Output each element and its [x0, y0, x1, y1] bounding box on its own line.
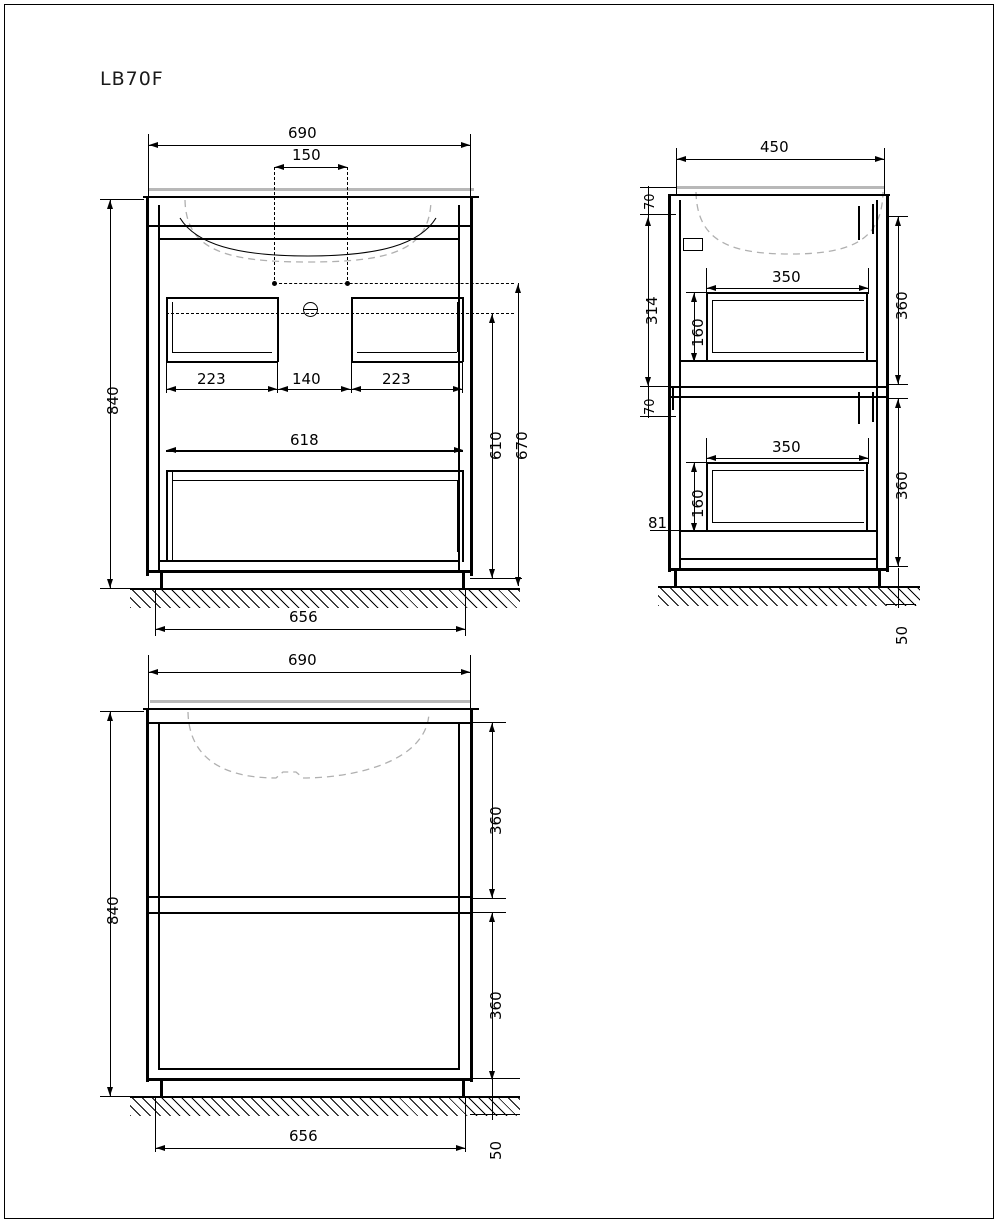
arrow-610-bottom: [489, 569, 495, 578]
dim-81: 81: [648, 514, 668, 532]
side-drawer-top-right: [866, 292, 868, 362]
leader-drawer-level: [166, 313, 514, 314]
arrow-223R-a: [352, 386, 361, 392]
drawer-right-inner-v: [457, 302, 458, 352]
dim-140: 140: [292, 370, 321, 388]
dimline-618: [166, 450, 463, 451]
arrow-150-left: [275, 164, 284, 170]
cabinet-right-edge: [470, 198, 473, 576]
drawer-right-side-b: [462, 297, 464, 362]
dim-360-lower: 360: [487, 991, 505, 1020]
arrow-150-right: [338, 164, 347, 170]
closed-ground-hatch: [130, 1096, 520, 1116]
lower-drawer-top-inner: [172, 480, 458, 481]
ext-50-side: [886, 604, 916, 605]
closed-mid-split-a: [146, 896, 471, 898]
arrow-840-top: [107, 200, 113, 209]
dim-70-top: 70: [643, 193, 658, 210]
ext-160b-a: [686, 462, 708, 463]
arrow-360c2-top: [489, 913, 495, 922]
ext-656-right: [465, 588, 466, 636]
ext-360b-a: [886, 398, 908, 399]
dimline-223-right: [351, 389, 462, 390]
dimline-690-bottom: [148, 672, 470, 673]
arrow-670-top: [515, 284, 521, 293]
side-drawer-bot-right: [866, 462, 868, 532]
ext-160b-b: [686, 530, 708, 531]
drawer-right-side-a: [351, 297, 353, 362]
dim-670: 670: [513, 431, 531, 460]
arrow-840-bottom: [107, 579, 113, 588]
dim-360-bottom-side: 360: [893, 471, 911, 500]
dimline-350-top: [706, 288, 868, 289]
cabinet-left-inner: [158, 205, 160, 570]
lower-drawer-right: [462, 470, 464, 562]
drain-center-line: [303, 309, 318, 310]
arrow-618-right: [454, 447, 463, 453]
drawer-right-top: [351, 297, 463, 299]
cabinet-top-rail: [146, 225, 471, 227]
side-drawer-bot-top: [706, 462, 868, 464]
arrow-656-right: [456, 626, 465, 632]
arrow-140-a: [279, 386, 288, 392]
dim-70-mid: 70: [643, 398, 658, 415]
ext-360c2-b: [470, 1078, 520, 1079]
dimline-150: [274, 167, 347, 168]
ext-690b-left: [148, 655, 149, 709]
side-drawer-bot-bottom: [680, 530, 876, 532]
dim-690-top: 690: [288, 124, 317, 142]
drawer-left-side-b: [277, 297, 279, 362]
dim-50-closed: 50: [487, 1140, 505, 1160]
arrow-140-b: [341, 386, 350, 392]
arrow-360t-bot: [895, 375, 901, 384]
ext-360t-b: [886, 384, 908, 385]
dimline-350-bottom: [706, 458, 868, 459]
overflow-rect-bottom: [683, 250, 703, 251]
arrow-450-left: [677, 156, 686, 162]
dim-223-right: 223: [382, 370, 411, 388]
countertop-edge: [143, 196, 479, 198]
leader-tap-level: [274, 283, 514, 284]
side-drawer-top-bottom: [680, 360, 876, 362]
dim-350-bottom: 350: [772, 438, 801, 456]
closed-foot-right: [462, 1078, 465, 1096]
dimline-450: [676, 159, 884, 160]
dim-360-upper: 360: [487, 806, 505, 835]
arrow-360c1-top: [489, 723, 495, 732]
dim-50-side: 50: [893, 625, 911, 645]
dim-350-top: 350: [772, 268, 801, 286]
ext-160t-b: [686, 360, 708, 361]
side-drawer-top-bottom-in: [712, 352, 864, 353]
arrow-656b-left: [156, 1145, 165, 1151]
dim-450: 450: [760, 138, 789, 156]
closed-countertop: [150, 700, 470, 703]
side-drawer-bot-bottom-in: [712, 522, 864, 523]
dimline-140: [277, 389, 351, 390]
arrow-450-right: [875, 156, 884, 162]
dim-314: 314: [643, 296, 661, 325]
page-title: LB70F: [100, 68, 164, 90]
centerline-tap-right: [347, 167, 348, 285]
ext-690b-right: [470, 655, 471, 709]
ext-360b-b: [886, 566, 908, 567]
countertop-line: [148, 188, 474, 191]
side-drawer-top-top: [706, 292, 868, 294]
arrow-223L-a: [167, 386, 176, 392]
dim-160-bottom: 160: [689, 489, 707, 518]
ground-hatch: [130, 588, 520, 608]
arrow-160t-top: [691, 293, 697, 302]
dim-223-left: 223: [197, 370, 226, 388]
side-foot-front: [674, 568, 677, 586]
side-drawer-bot-inner: [712, 470, 864, 471]
arrow-840b-top: [107, 712, 113, 721]
drawer-left-inner: [172, 352, 272, 353]
centerline-tap-left: [274, 167, 275, 285]
drawer-left-top: [166, 297, 278, 299]
arrow-690-left: [149, 142, 158, 148]
side-mid-divider-2: [668, 396, 888, 398]
closed-bottom-rail: [146, 1078, 471, 1081]
arrow-656-left: [156, 626, 165, 632]
ext-314-bottom: [640, 386, 676, 387]
arrow-690b-right: [461, 669, 470, 675]
ext-670-bottom: [470, 578, 522, 579]
ext-50-closed: [470, 1114, 520, 1115]
dim-610: 610: [487, 431, 505, 460]
ext-656b-right: [465, 1096, 466, 1152]
ext-360t-a: [886, 216, 908, 217]
side-back-inner: [876, 200, 878, 570]
arrow-223L-b: [268, 386, 277, 392]
cabinet-bottom-rail: [146, 570, 471, 573]
handle-top-b: [872, 204, 874, 234]
drawer-right-inner: [357, 352, 457, 353]
foot-left: [160, 570, 163, 588]
ext-350b-b: [868, 438, 869, 464]
closed-countertop-edge: [143, 708, 479, 710]
handle-bottom: [858, 392, 860, 424]
side-drawer-bot-left-in: [712, 470, 713, 522]
drawer-left-side-a: [166, 297, 168, 362]
cabinet-top-rail-inner: [158, 238, 458, 240]
arrow-618-left: [167, 447, 176, 453]
arrow-360b-bot: [895, 557, 901, 566]
lower-drawer-right-inner-v: [457, 480, 458, 552]
side-countertop: [676, 186, 884, 189]
closed-foot-left: [160, 1078, 163, 1096]
cabinet-bottom-rail-inner: [158, 560, 458, 562]
arrow-350t-a: [707, 285, 716, 291]
drawer-left-inner-v: [172, 302, 173, 352]
ext-350t-b: [868, 268, 869, 294]
side-mid-divider: [668, 386, 888, 388]
ext-223R-b: [462, 361, 463, 393]
side-drawer-top-left-in: [712, 300, 713, 352]
overflow-rect-left: [683, 238, 684, 250]
lower-drawer-top: [166, 470, 463, 472]
side-countertop-edge: [668, 194, 890, 196]
ext-840b-bottom: [100, 1096, 136, 1097]
arrow-160b-top: [691, 463, 697, 472]
arrow-610-top: [489, 314, 495, 323]
cabinet-left-edge: [146, 198, 149, 576]
handle-top: [858, 206, 860, 240]
arrow-350t-b: [859, 285, 868, 291]
dim-656-bottom: 656: [289, 1127, 318, 1145]
ext-840-bottom: [100, 588, 136, 589]
ext-450-right: [884, 148, 885, 194]
arrow-314-top: [645, 217, 651, 226]
arrow-314-bottom: [645, 377, 651, 386]
closed-top-rail: [146, 722, 471, 724]
arrow-690-right: [461, 142, 470, 148]
ext-70-mid-b: [640, 416, 676, 417]
dim-690-bottom: 690: [288, 651, 317, 669]
arrow-690b-left: [149, 669, 158, 675]
handle-bottom-b: [872, 392, 874, 422]
side-bottom-inner: [679, 558, 877, 560]
side-front-edge: [668, 196, 671, 572]
arrow-840b-bot: [107, 1087, 113, 1096]
dimline-656: [155, 629, 465, 630]
dim-160-top: 160: [689, 318, 707, 347]
ext-690-right: [470, 134, 471, 196]
drawer-left-bottom: [166, 361, 278, 363]
ext-360c1-b: [470, 898, 506, 899]
side-foot-back: [878, 568, 881, 586]
ext-160t-a: [686, 292, 708, 293]
side-drawer-top-inner: [712, 300, 864, 301]
side-front-inner: [679, 200, 681, 570]
drawer-right-bottom: [351, 361, 463, 363]
ext-70-top-a: [640, 187, 676, 188]
handle-front-mid: [672, 386, 674, 410]
dimline-223-left: [166, 389, 277, 390]
closed-mid-split-b: [146, 912, 471, 914]
dim-840-front: 840: [104, 386, 122, 415]
arrow-360t-top: [895, 217, 901, 226]
lower-drawer-left-inner-v: [172, 480, 173, 552]
arrow-360b-top: [895, 399, 901, 408]
arrow-350b-a: [707, 455, 716, 461]
overflow-rect-top: [683, 238, 703, 239]
dim-656-top: 656: [289, 608, 318, 626]
ext-70-top-b: [640, 214, 676, 215]
dim-840-closed: 840: [104, 896, 122, 925]
arrow-223R-b: [453, 386, 462, 392]
arrow-350b-b: [859, 455, 868, 461]
arrow-360c1-bot: [489, 889, 495, 898]
dim-150: 150: [292, 146, 321, 164]
dim-618: 618: [290, 431, 319, 449]
dimline-50-side: [898, 568, 899, 608]
lower-drawer-left: [166, 470, 168, 562]
dim-360-top-side: 360: [893, 291, 911, 320]
arrow-360c2-bot: [489, 1071, 495, 1080]
closed-bottom-inner: [158, 1068, 458, 1070]
side-bottom: [668, 568, 888, 571]
side-ground-hatch: [658, 586, 920, 606]
arrow-656b-right: [456, 1145, 465, 1151]
overflow-rect-right: [702, 238, 703, 250]
foot-right: [462, 570, 465, 588]
dimline-656-bottom: [155, 1148, 465, 1149]
